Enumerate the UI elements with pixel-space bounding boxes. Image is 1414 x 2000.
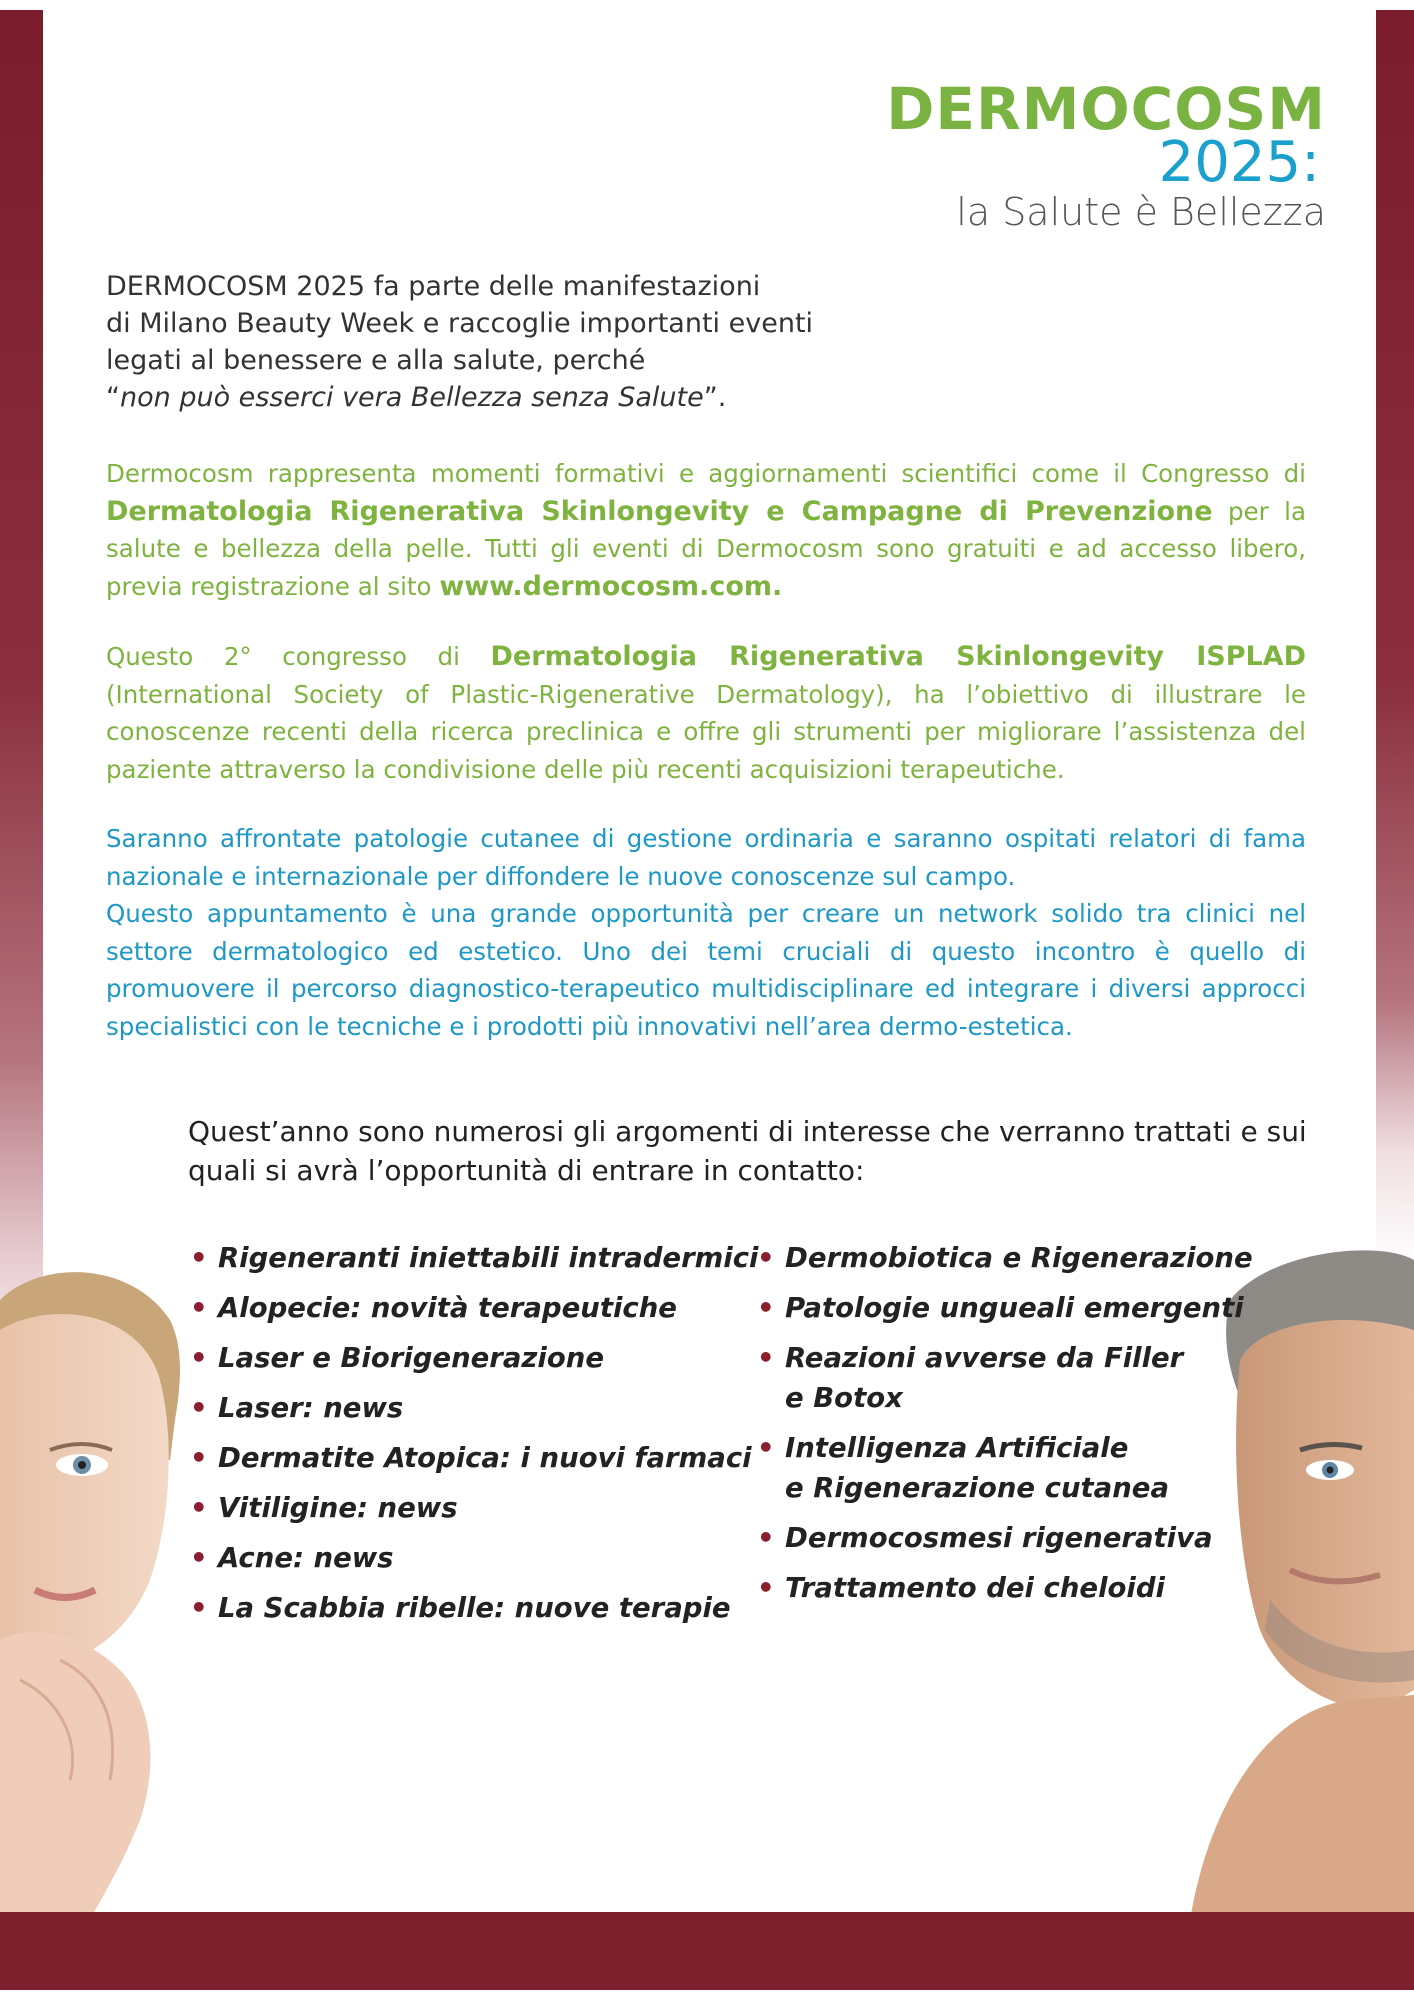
topic-item: • Intelligenza Artificiale e Rigenerazione cutanea [757,1428,1253,1508]
topic-item: • Dermocosmesi rigenerativa [757,1518,1253,1558]
intro-line: di Milano Beauty Week e raccoglie importanti eventi [106,308,814,339]
woman-portrait-image [0,1260,200,1920]
intro-line: legati al benessere e alla salute, perché [106,345,646,376]
logo-year: 2025: [1158,130,1320,195]
topic-item: • Dermobiotica e Rigenerazione [757,1238,1253,1278]
intro-line: DERMOCOSM 2025 fa parte delle manifestazioni [106,271,761,302]
paragraph-dermocosm: Dermocosm rappresenta momenti formativi e aggiornamenti scientifici come il Congresso di Dermatologia Rigenerativa Skinlongevity e Campagne di Prevenzione per la salute e bellezza della pelle. Tutti gli eventi di Dermocosm sono gratuiti e ad accesso libero, previa registrazione al sito www.dermocosm.com. [106,459,1307,602]
dermocosm-logo [886,75,1326,238]
topic-item: • La Scabbia ribelle: nuove terapie [190,1588,758,1628]
intro-quote: non può esserci vera Bellezza senza Salute [120,382,704,413]
topic-item: • Dermatite Atopica: i nuovi farmaci [190,1438,758,1478]
intro-paragraph [106,268,926,416]
logo-word: DERMOCOSM [886,75,1326,143]
paragraph-congress: Questo 2° congresso di Dermatologia Rigenerativa Skinlongevity ISPLAD (International Society of Plastic-Rigenerative Dermatology), ha l’obiettivo di illustrare le conoscenze recenti della ricerca preclinica e offre gli strumenti per migliorare l’assistenza del paziente attraverso la condivisione delle più recenti acquisizioni terapeutiche. [106,641,1306,784]
topic-item: • Acne: news [190,1538,758,1578]
topic-item: • Vitiligine: news [190,1488,758,1528]
bottom-band [0,1912,1414,1990]
highlight-congress: Dermatologia Rigenerativa Skinlongevity e Campagne di Prevenzione [106,495,1213,527]
topic-item: • Rigeneranti iniettabili intradermici [190,1238,758,1278]
topics-list-right [757,1238,1253,1618]
website-link[interactable]: www.dermocosm.com. [439,570,783,602]
topic-item: • Reazioni avverse da Filler e Botox [757,1338,1253,1418]
logo-tagline: la Salute è Bellezza [956,190,1326,234]
topic-item: • Patologie ungueali emergenti [757,1288,1253,1328]
topics-list-left [190,1238,758,1638]
topic-item: • Laser: news [190,1388,758,1428]
topic-item: • Trattamento dei cheloidi [757,1568,1253,1608]
paragraph-line: Questo appuntamento è una grande opportunità per creare un network solido tra clinici nel settore dermatologico ed estetico. Uno dei temi cruciali di questo incontro è quello di promuovere il percorso diagnostico-terapeutico multidisciplinare ed integrare i diversi approcci specialistici con le tecniche e i prodotti più innovativi nell’area dermo-estetica. [106,899,1306,1041]
intro-quote-line: “non può esserci vera Bellezza senza Salute”. [106,382,727,413]
topic-item: • Laser e Biorigenerazione [190,1338,758,1378]
paragraph-line: Saranno affrontate patologie cutanee di gestione ordinaria e saranno ospitati relatori di fama nazionale e internazionale per diffondere le nuove conoscenze sul campo. [106,824,1306,891]
highlight-isplad: Dermatologia Rigenerativa Skinlongevity ISPLAD [490,641,1306,672]
topic-item: • Alopecie: novità terapeutiche [190,1288,758,1328]
paragraph-topics-intro [106,820,1306,1045]
topics-lead: Quest’anno sono numerosi gli argomenti di interesse che verranno trattati e sui quali si avrà l’opportunità di entrare in contatto: [188,1115,1307,1187]
